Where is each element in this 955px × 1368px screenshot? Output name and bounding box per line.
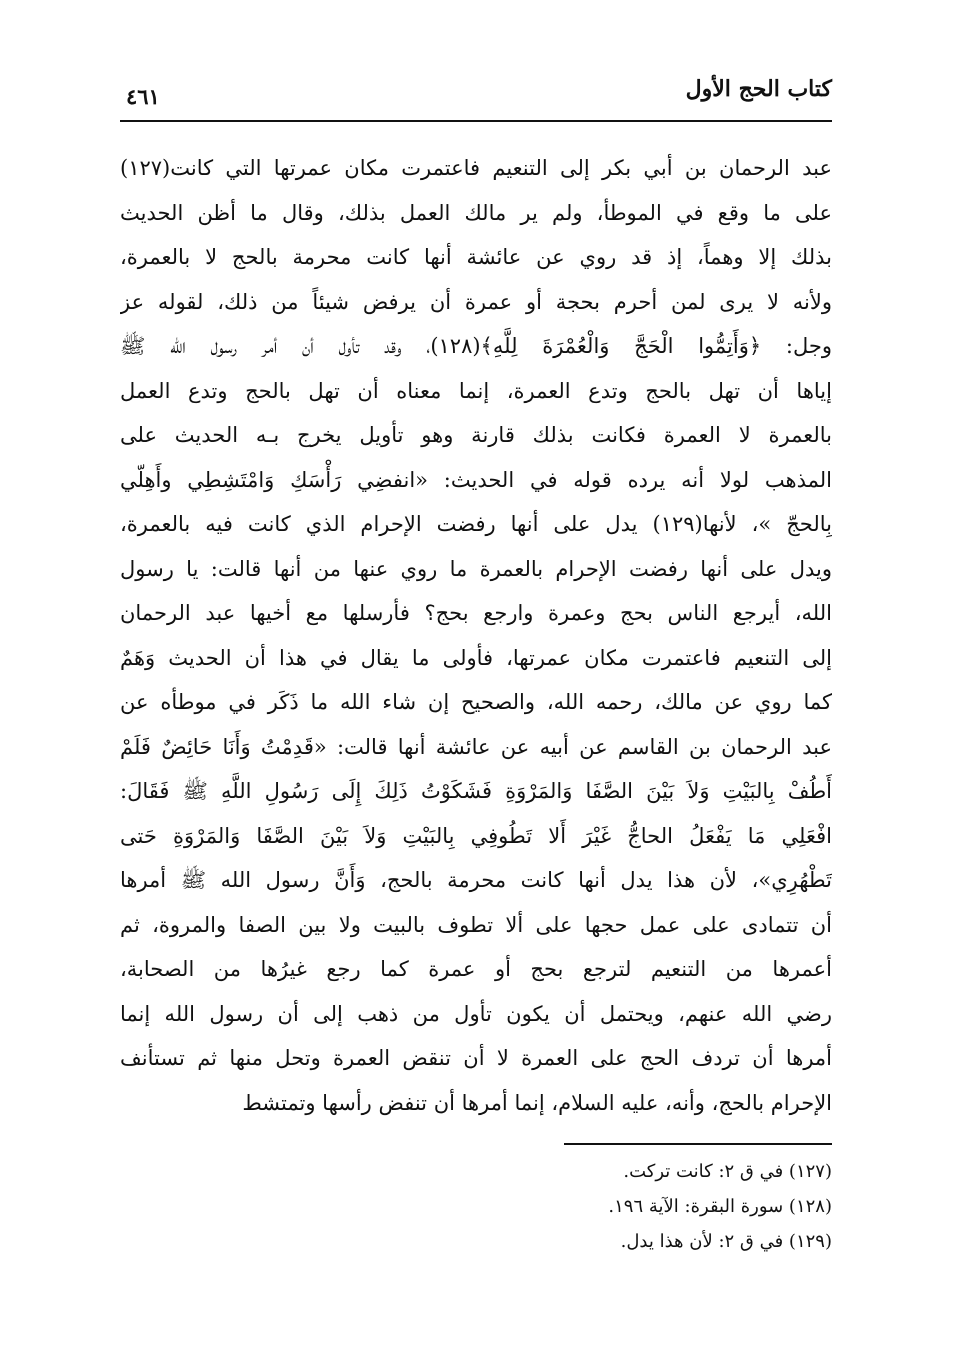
text-line: إلى التنعيم فاعتمرت مكان عمرتها، فأولى ما يقال في هذا أن الحديث وَهَمٌ — [120, 645, 832, 670]
text-line: أعمرها من التنعيم لترجع بحج أو عمرة كما رجع غيرُها من الصحابة، — [120, 957, 832, 981]
text-line: ويدل على أنها رفضت الإحرام بالعمرة ما روي عنها من أنها قالت: يا رسول — [120, 556, 832, 581]
text-line: بِالحجّ »، لأنها(١٢٩) يدل على أنها رفضت الإحرام الذي كانت فيه بالعمرة، — [120, 512, 832, 536]
chapter-title: كتاب الحج الأول — [685, 76, 832, 102]
main-text — [120, 146, 832, 1125]
text-line: الإحرام بالحج، وأنه، عليه السلام، إنما أمرها أن تنفض رأسها وتمتشط — [242, 1090, 832, 1115]
page-number: ٤٦١ — [126, 84, 160, 109]
text-line: ولأنه لا يرى لمن أحرم بحجة أو عمرة أن يرفض شيئاً من ذلك، لقوله عز — [120, 289, 832, 314]
text-line: أن تتمادى على عمل حجها على ألا تطوف بالبيت ولا بين الصفا والمروة، ثم — [120, 912, 832, 937]
text-line: بذلك إلا وهماً، إذ قد روي عن عائشة أنها كانت محرمة بالحج لا بالعمرة، — [120, 245, 832, 269]
text-line: أَطُفْ بِالبَيْتِ وَلاَ بَيْنَ الصَّفَا وَالمَرْوَةِ فَشَكَوْتُ ذَلِكَ إِلَى رَسُولِ اللَّهِ ﷺ فَقَالَ: — [120, 779, 832, 803]
footnote-127: (١٢٧) في ق ٢: كانت تركت. — [623, 1161, 832, 1182]
book-page — [120, 70, 832, 1300]
text-line: تَطْهُرِي»، لأن هذا يدل أنها كانت محرمة بالحج، وَأَنَّ رسول الله ﷺ أمرها — [120, 868, 832, 892]
footnote-129: (١٢٩) في ق ٢: لأن هذا يدل. — [620, 1231, 832, 1252]
text-line: عبد الرحمان بن القاسم عن أبيه عن عائشة أنها قالت: «قَدِمْتُ وَأَنَا حَائِضٌ فَلَمْ — [120, 734, 832, 759]
text-line: افْعَلِي مَا يَفْعَلُ الحاجُّ غَيْرَ أَلا تَطُوفِي بِالبَيْتِ وَلاَ بَيْنَ الصَّفَا وَالمَرْوَةِ حَتى — [120, 823, 832, 848]
text-line: وجل: ﴿وَأَتِمُّوا الْحَجَّ وَالْعُمْرَةَ لِلَّهِ﴾(١٢٨)، وقد تأول أن أمر رسول الله ﷺ — [120, 334, 832, 358]
footnotes — [120, 1154, 832, 1259]
text-line: عبد الرحمان بن أبي بكر إلى التنعيم فاعتمرت مكان عمرتها التي كانت(١٢٧) — [120, 156, 832, 180]
footnote-divider — [564, 1143, 832, 1145]
text-line: أمرها أن تردف الحج على العمرة لا أن تنقض العمرة وتحل منها ثم تستأنف — [120, 1046, 832, 1070]
footnote-128: (١٢٨) سورة البقرة: الآية ١٩٦. — [608, 1196, 832, 1217]
text-line: بالعمرة لا العمرة فكانت بذلك قارنة وهو تأويل يخرج بـه الحديث على — [120, 423, 832, 447]
text-line: على ما وقع في الموطأ، ولم ير مالك العمل بذلك، وقال ما أظن الحديث — [120, 200, 832, 225]
text-line: الله، أيرجع الناس بحج وعمرة وارجع بحج؟ فأرسلها مع أخيها عبد الرحمان — [120, 601, 832, 625]
text-line: إياها أن تهل بالحج وتدع العمرة، إنما معناه أن تهل بالحج وتدع العمل — [120, 378, 832, 403]
text-line: رضي الله عنهم، ويحتمل أن يكون تأول من ذهب إلى أن رسول الله إنما — [120, 1001, 832, 1026]
text-line: كما روي عن مالك، رحمه الله، والصحيح إن شاء الله ما ذَكَر في موطأه عن — [120, 690, 832, 714]
text-line: المذهب لولا أنه يرده قوله في الحديث: «انفضِي رَأْسَكِ وَامْتَشِطِي وأَهِلّي — [120, 467, 832, 492]
running-header — [120, 70, 832, 122]
